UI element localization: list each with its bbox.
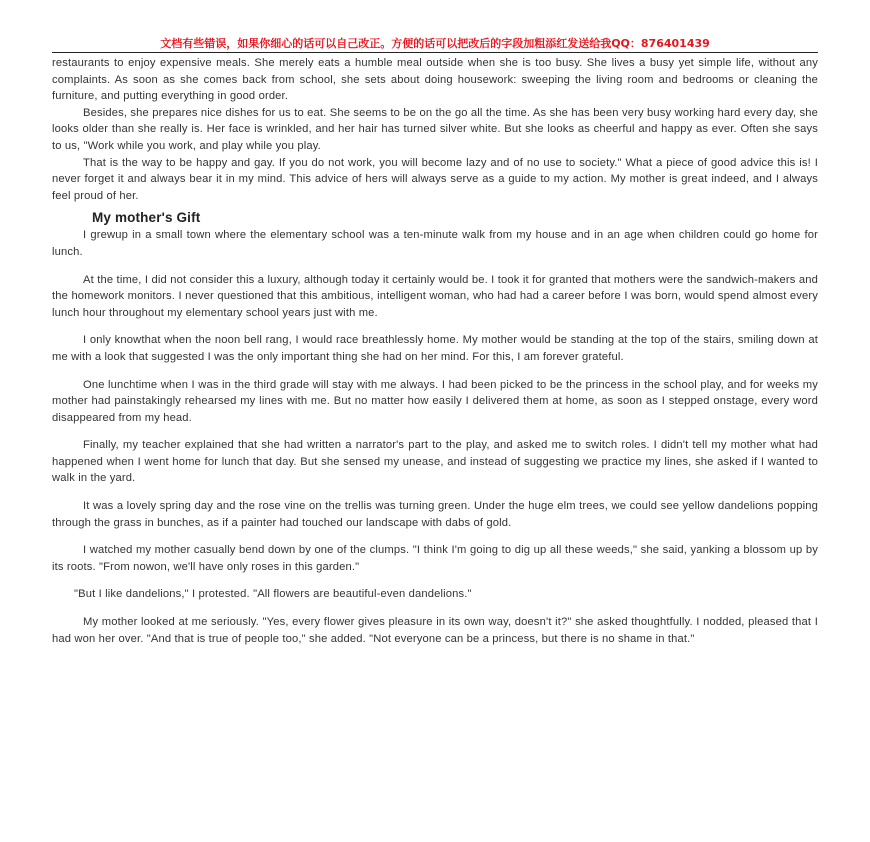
paragraph: That is the way to be happy and gay. If you do not work, you will become lazy and of no use to society." What a piece of good advice this is! I never forget it and always bear it in my mind. This advice of hers will always serve as a guide to my action. My mother is great indeed, and I always feel proud of her. <box>52 156 818 202</box>
paragraph: I grewup in a small town where the elementary school was a ten-minute walk from my house and in an age when children could go home for lunch. <box>52 229 818 258</box>
paragraph: One lunchtime when I was in the third grade will stay with me always. I had been picked to be the princess in the school play, and for weeks my mother had painstakingly rehearsed my lines with me. But no matter how easily I delivered them at home, as soon as I stepped onstage, every word disappeared from my head. <box>52 378 818 424</box>
paragraph: Besides, she prepares nice dishes for us to eat. She seems to be on the go all the time. As she has been very busy working hard every day, she looks older than she really is. Her face is wrinkled, and her hair has turned silver white. But she looks as cheerful and happy as ever. Often she says to us, "Work while you work, and play while you play. <box>52 106 818 152</box>
essay-title: My mother's Gift <box>92 210 201 226</box>
header-divider <box>52 52 818 53</box>
paragraph: I watched my mother casually bend down by one of the clumps. "I think I'm going to dig up all these weeds," she said, yanking a blossom up by its roots. "From nowon, we'll have only roses in this garden." <box>52 544 818 573</box>
paragraph: "But I like dandelions," I protested. "All flowers are beautiful-even dandelions." <box>74 588 472 601</box>
paragraph: restaurants to enjoy expensive meals. She merely eats a humble meal outside when she is too busy. She lives a busy yet simple life, without any complaints. As soon as she comes back from school, she sets about doing housework: sweeping the living room and bedrooms or cleaning the furniture, and putting everything in good order. <box>52 57 818 103</box>
paragraph: It was a lovely spring day and the rose vine on the trellis was turning green. Under the huge elm trees, we could see yellow dandelions popping through the grass in bunches, as if a painter had touched our landscape with dabs of gold. <box>52 500 818 529</box>
paragraph: My mother looked at me seriously. "Yes, every flower gives pleasure in its own way, doesn't it?" she asked thoughtfully. I nodded, pleased that I had won her over. "And that is true of people too," she added. "Not everyone can be a princess, but there is no shame in that." <box>52 616 818 645</box>
paragraph: At the time, I did not consider this a luxury, although today it certainly would be. I took it for granted that mothers were the sandwich-makers and the homework monitors. I never questioned that this ambitious, intelligent woman, who had had a career before I was born, would spend almost every lunch hour throughout my elementary school years just with me. <box>52 273 818 319</box>
paragraph: Finally, my teacher explained that she had written a narrator's part to the play, and asked me to switch roles. I didn't tell my mother what had happened when I went home for lunch that day. But she sensed my unease, and instead of suggesting we practice my lines, she asked if I wanted to walk in the yard. <box>52 439 818 485</box>
document-body <box>52 55 818 647</box>
paragraph: I only knowthat when the noon bell rang, I would race breathlessly home. My mother would be standing at the top of the stairs, smiling down at me with a look that suggested I was the only important thing she had on her mind. For this, I am forever grateful. <box>52 334 818 363</box>
header-note: 文档有些错误，如果你细心的话可以自己改正。方便的话可以把改后的字段加粗添红发送给我QQ：876401439 <box>160 37 710 50</box>
